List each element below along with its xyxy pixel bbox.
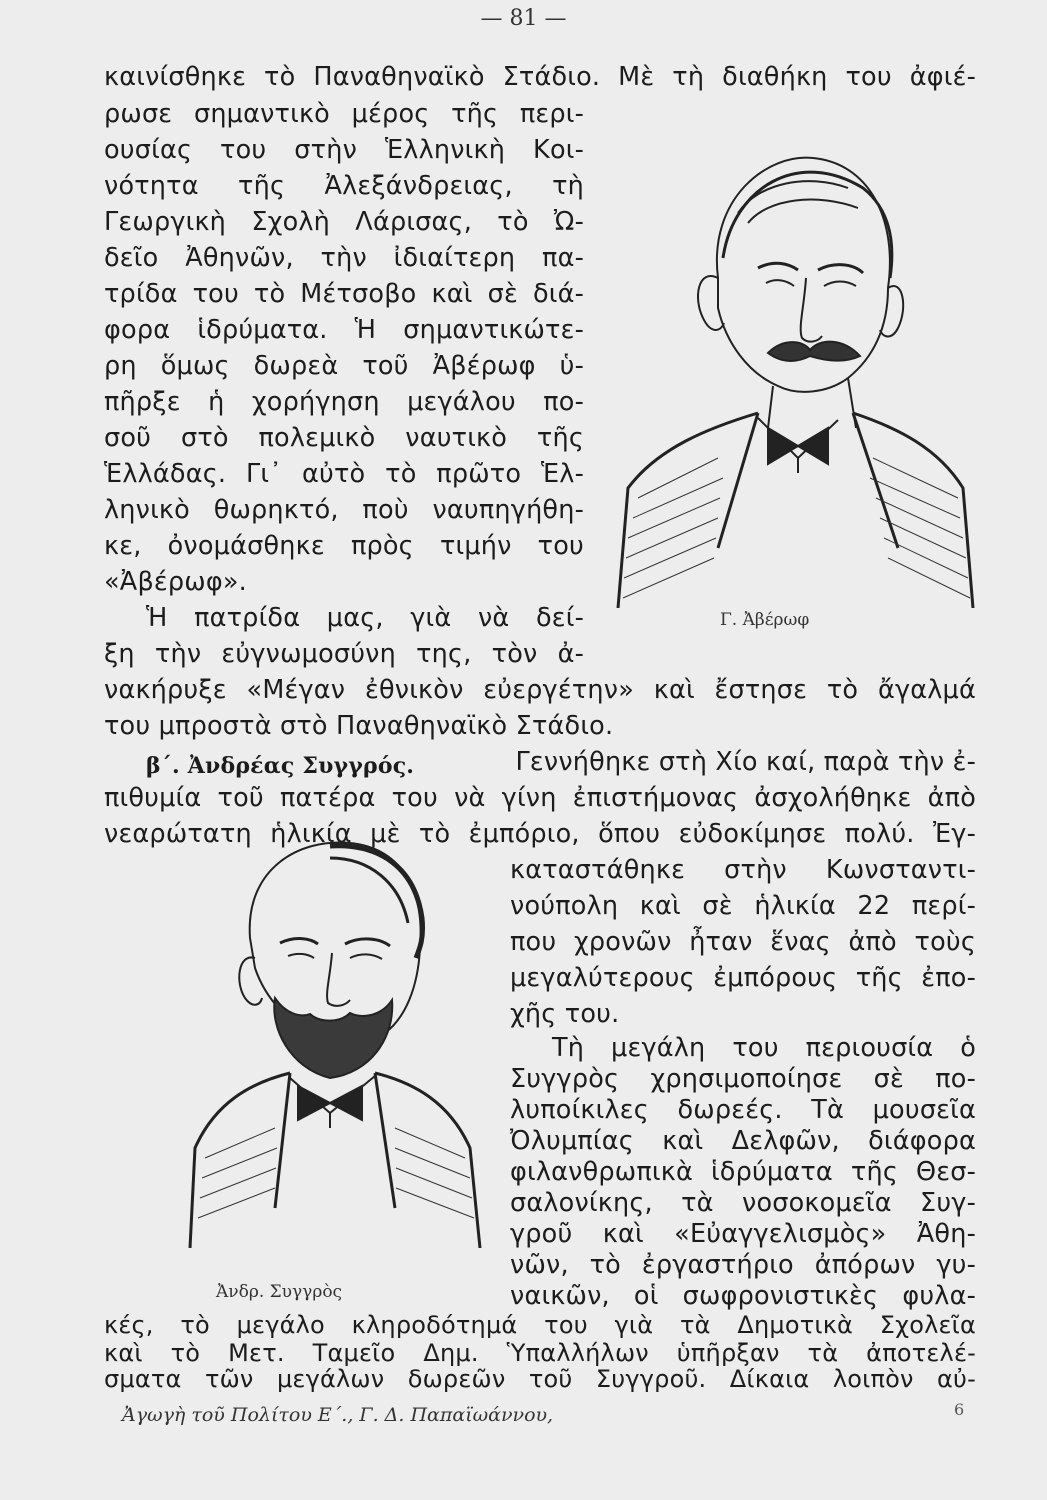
portrait-nose [801, 278, 822, 342]
text-line: καινίσθηκε τὸ Παναθηναϊκὸ Στάδιο. Μὲ τὴ διαθήκη του ἀφιέ- [104, 62, 976, 92]
text-line: Συγγρὸς χρησιμοποίησε σὲ πο- [510, 1064, 976, 1094]
text-line: νότητα τῆς Ἀλεξάνδρειας, τὴ [104, 171, 584, 201]
syggros-portrait [180, 828, 490, 1248]
text-line: μεγαλύτερους ἐμπόρους τῆς ἐπο- [510, 963, 976, 993]
syggros-caption: Ἀνδρ. Συγγρὸς [216, 1282, 343, 1302]
text-line: σματα τῶν μεγάλων δωρεῶν τοῦ Συγγροῦ. Δίκαια λοιπὸν αὐ- [104, 1365, 976, 1393]
section-b-heading: β΄. Ἀνδρέας Συγγρός. [146, 753, 415, 779]
portrait-eyebrows [280, 939, 390, 946]
page-number: — 81 — [480, 6, 567, 31]
text-line: νούπολη καὶ σὲ ἡλικία 22 περί- [510, 891, 976, 921]
averof-caption: Γ. Ἀβέρωφ [720, 610, 810, 630]
text-line: του μπροστὰ στὸ Παναθηναϊκὸ Στάδιο. [104, 711, 614, 741]
text-line: ρωσε σημαντικὸ μέρος τῆς περι- [104, 99, 584, 129]
portrait-eyebrows [758, 263, 863, 273]
text-line: Ἑλλάδας. Γι᾿ αὐτὸ τὸ πρῶτο Ἑλ- [104, 459, 584, 489]
text-line: νακήρυξε «Μέγαν ἐθνικὸν εὐεργέτην» καὶ ἔστησε τὸ ἄγαλμά [104, 675, 976, 705]
text-line: Ἡ πατρίδα μας, γιὰ νὰ δεί- [146, 603, 584, 633]
footer-signature: 6 [954, 1400, 965, 1419]
text-line: ρη ὅμως δωρεὰ τοῦ Ἀβέρωφ ὑ- [104, 351, 584, 381]
text-line: σοῦ στὸ πολεμικὸ ναυτικὸ τῆς [104, 423, 584, 453]
text-line: τρίδα του τὸ Μέτσοβο καὶ σὲ διά- [104, 279, 584, 309]
text-line: που χρονῶν ἦταν ἕνας ἀπὸ τοὺς [510, 927, 976, 957]
portrait-beard [274, 998, 392, 1078]
portrait-eyes [766, 280, 856, 286]
text-line: κές, τὸ μεγάλο κληροδότημά του γιὰ τὰ Δημοτικὰ Σχολεῖα [104, 1311, 976, 1339]
portrait-moustache [768, 342, 860, 361]
portrait-ear-left [239, 957, 262, 1004]
portrait-ear-right [880, 286, 903, 336]
text-line: Γεννήθηκε στὴ Χίο καί, παρὰ τὴν ἐ- [515, 747, 976, 777]
text-line: ουσίας του στὴν Ἑλληνικὴ Κοι- [104, 135, 584, 165]
text-line: Γεωργικὴ Σχολὴ Λάρισας, τὸ Ὠ- [104, 207, 584, 237]
portrait-neck [768, 378, 856, 428]
text-line: λυποίκιλες δωρεές. Τὰ μουσεῖα [510, 1095, 976, 1125]
text-line: καταστάθηκε στὴν Κωνσταντι- [510, 855, 976, 885]
text-line: σαλονίκης, τὰ νοσοκομεῖα Συγ- [510, 1188, 976, 1218]
text-line: ληνικὸ θωρηκτό, ποὺ ναυπηγήθη- [104, 495, 584, 525]
portrait-hair [723, 172, 892, 278]
portrait-eyes [288, 954, 382, 959]
text-line: χῆς του. [510, 999, 620, 1029]
text-line: δεῖο Ἀθηνῶν, τὴν ἰδιαίτερη πα- [104, 243, 584, 273]
text-line: νῶν, τὸ ἐργαστήριο ἀπόρων γυ- [510, 1250, 976, 1280]
text-line: φιλανθρωπικὰ ἱδρύματα τῆς Θεσ- [510, 1157, 976, 1187]
text-line: Τὴ μεγάλη του περιουσία ὁ [552, 1033, 976, 1063]
footer-title: Ἀγωγὴ τοῦ Πολίτου Ε΄., Γ. Δ. Παπαϊωάννου, [122, 1404, 554, 1426]
text-line: κε, ὀνομάσθηκε πρὸς τιμήν του [104, 531, 584, 561]
portrait-jacket [618, 413, 973, 608]
text-line: νεαρώτατη ἡλικία μὲ τὸ ἐμπόριο, ὅπου εὐδοκίμησε πολύ. Ἐγ- [104, 819, 976, 849]
text-line: ναικῶν, οἱ σωφρονιστικὲς φυλα- [510, 1281, 976, 1311]
text-line: πιθυμία τοῦ πατέρα του νὰ γίνη ἐπιστήμονας ἀσχολήθηκε ἀπὸ [104, 783, 976, 813]
portrait-nose [327, 953, 350, 1006]
text-line: «Ἀβέρωφ». [104, 567, 247, 597]
section-b-first-line [146, 745, 976, 783]
portrait-ear-left [698, 276, 724, 330]
text-line: γροῦ καὶ «Εὐαγγελισμὸς» Ἀθη- [510, 1219, 976, 1249]
text-line: καὶ τὸ Μετ. Ταμεῖο Δημ. Ὑπαλλήλων ὑπῆρξαν τὰ ἀποτελέ- [104, 1339, 976, 1367]
text-line: φορα ἱδρύματα. Ἡ σημαντικώτε- [104, 315, 584, 345]
text-line: ξη τὴν εὐγνωμοσύνη της, τὸν ἀ- [104, 639, 584, 669]
averof-portrait [598, 128, 982, 608]
text-line: Ὀλυμπίας καὶ Δελφῶν, διάφορα [510, 1126, 976, 1156]
text-line: πῆρξε ἡ χορήγηση μεγάλου πο- [104, 387, 584, 417]
